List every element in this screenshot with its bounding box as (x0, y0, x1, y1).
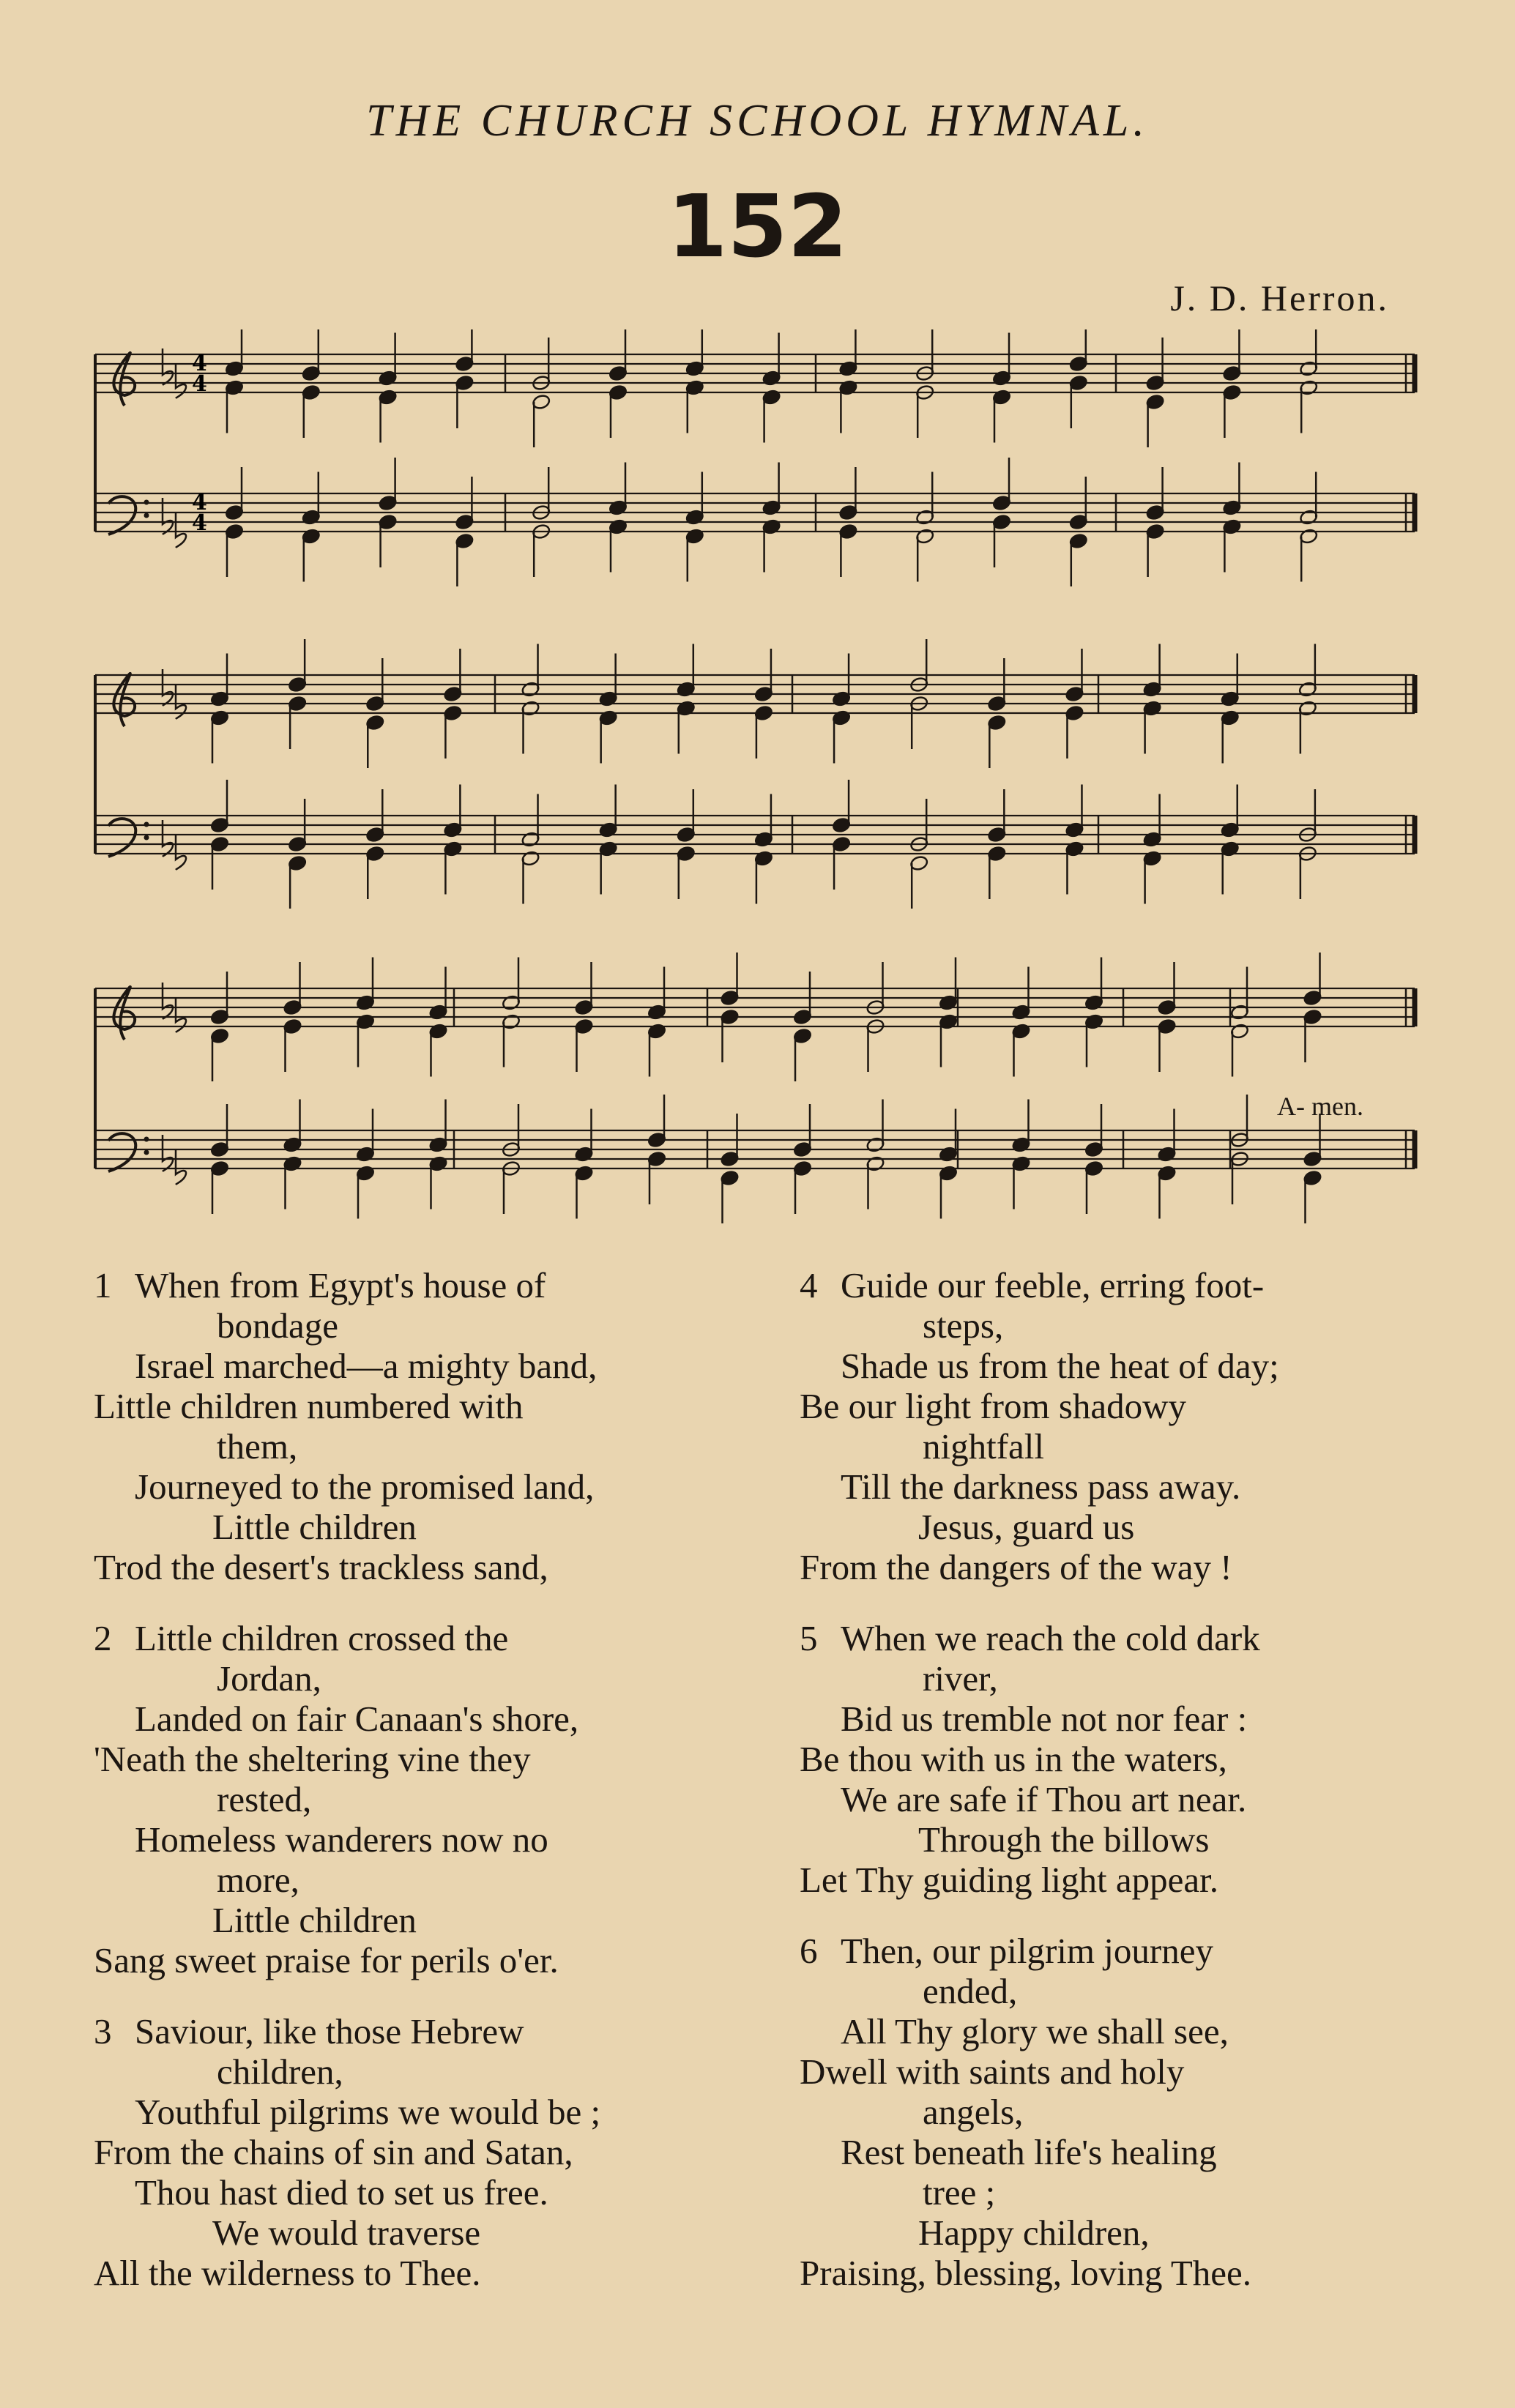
verse-line: river, (923, 1658, 998, 1699)
verse-line: Bid us tremble not nor fear : (841, 1699, 1248, 1739)
verse-line (94, 1265, 723, 1305)
verse-line: We are safe if Thou art near. (841, 1779, 1247, 1819)
verse-line: Be our light from shadowy (800, 1386, 1187, 1426)
verse-line (800, 1931, 1429, 1971)
music-score (88, 329, 1435, 1259)
verse-line-text: When from Egypt's house of (135, 1265, 546, 1305)
verse-line: Thou hast died to set us free. (135, 2172, 548, 2213)
verse-line-text: Guide our feeble, erring foot- (841, 1265, 1265, 1305)
hymn-number: 152 (667, 176, 848, 277)
verse-line: Praising, blessing, loving Thee. (800, 2253, 1251, 2293)
verse-line: steps, (923, 1305, 1004, 1346)
treble-clef-icon (113, 353, 135, 406)
verse-line (94, 2011, 723, 2051)
time-signature-top: 4 (192, 490, 207, 515)
verse-line: Sang sweet praise for perils o'er. (94, 1940, 559, 1980)
verse-line: Rest beneath life's healing (841, 2132, 1217, 2172)
verse-line: From the chains of sin and Satan, (94, 2132, 573, 2172)
verse-line: 'Neath the sheltering vine they (94, 1739, 531, 1779)
treble-clef-icon (113, 674, 135, 726)
time-signature-bottom: 4 (192, 371, 207, 397)
verse-line: more, (217, 1860, 299, 1900)
verse-1 (94, 1265, 723, 1587)
verse-line (800, 1618, 1429, 1658)
verse-number: 4 (800, 1265, 818, 1305)
verse-line: Little children (212, 1900, 417, 1940)
verse-line (800, 1265, 1429, 1305)
verse-number: 5 (800, 1618, 818, 1658)
verse-line-text: When we reach the cold dark (841, 1618, 1260, 1658)
verses-right-column (800, 1265, 1429, 2324)
time-signature-bottom: 4 (192, 510, 207, 536)
verses-left-column (94, 1265, 723, 2324)
verse-6 (800, 1931, 1429, 2293)
verse-number: 3 (94, 2011, 112, 2051)
verse-number: 1 (94, 1265, 112, 1305)
verse-line: From the dangers of the way ! (800, 1547, 1232, 1587)
verse-line: Homeless wanderers now no (135, 1819, 548, 1860)
verse-line: Jesus, guard us (918, 1507, 1135, 1547)
bass-clef-dot (144, 822, 149, 827)
verse-3 (94, 2011, 723, 2293)
verse-line-text: Little children crossed the (135, 1618, 509, 1658)
verse-line: All the wilderness to Thee. (94, 2253, 481, 2293)
verse-line: Israel marched—a mighty band, (135, 1346, 598, 1386)
verse-line: Landed on fair Canaan's shore, (135, 1699, 579, 1739)
bass-clef-dot (144, 1137, 149, 1142)
verse-line: rested, (217, 1779, 312, 1819)
bass-clef-dot (144, 1150, 149, 1155)
verse-5 (800, 1618, 1429, 1900)
verse-line: angels, (923, 2092, 1024, 2132)
verse-line: Little children (212, 1507, 417, 1547)
verse-number: 2 (94, 1618, 112, 1658)
verse-line: Happy children, (918, 2213, 1150, 2253)
amen-label: A- men. (1277, 1092, 1363, 1121)
music-notation (88, 329, 1435, 1259)
verse-number: 6 (800, 1931, 818, 1971)
verse-line: them, (217, 1426, 298, 1466)
time-signature-top: 4 (192, 351, 207, 376)
verse-line: Youthful pilgrims we would be ; (135, 2092, 601, 2132)
verse-line: children, (217, 2051, 343, 2092)
bass-clef-dot (144, 513, 149, 518)
verse-line: bondage (217, 1305, 338, 1346)
verse-line: Dwell with saints and holy (800, 2051, 1185, 2092)
verse-line: Shade us from the heat of day; (841, 1346, 1279, 1386)
verse-line: ended, (923, 1971, 1018, 2011)
bass-clef-dot (144, 835, 149, 840)
verse-line: Let Thy guiding light appear. (800, 1860, 1219, 1900)
verse-line: tree ; (923, 2172, 996, 2213)
flat-sign-icon (176, 512, 186, 548)
verse-line-text: Saviour, like those Hebrew (135, 2011, 524, 2051)
verse-line: Journeyed to the promised land, (135, 1466, 595, 1507)
verse-line: Be thou with us in the waters, (800, 1739, 1227, 1779)
flat-sign-icon (176, 1149, 186, 1185)
running-title: THE CHURCH SCHOOL HYMNAL. (366, 96, 1149, 146)
verse-line-text: Then, our pilgrim journey (841, 1931, 1213, 1971)
verse-line: Till the darkness pass away. (841, 1466, 1241, 1507)
composer-credit: J. D. Herron. (1170, 277, 1389, 318)
verse-line: Little children numbered with (94, 1386, 524, 1426)
verse-line: Through the billows (918, 1819, 1210, 1860)
verse-line: All Thy glory we shall see, (841, 2011, 1229, 2051)
verse-line (94, 1618, 723, 1658)
verse-2 (94, 1618, 723, 1980)
treble-clef-icon (113, 987, 135, 1040)
bass-clef-dot (144, 500, 149, 505)
verse-line: Trod the desert's trackless sand, (94, 1547, 548, 1587)
verse-4 (800, 1265, 1429, 1587)
flat-sign-icon (176, 835, 186, 870)
verse-line: nightfall (923, 1426, 1045, 1466)
verse-line: Jordan, (217, 1658, 321, 1699)
verse-line: We would traverse (212, 2213, 481, 2253)
